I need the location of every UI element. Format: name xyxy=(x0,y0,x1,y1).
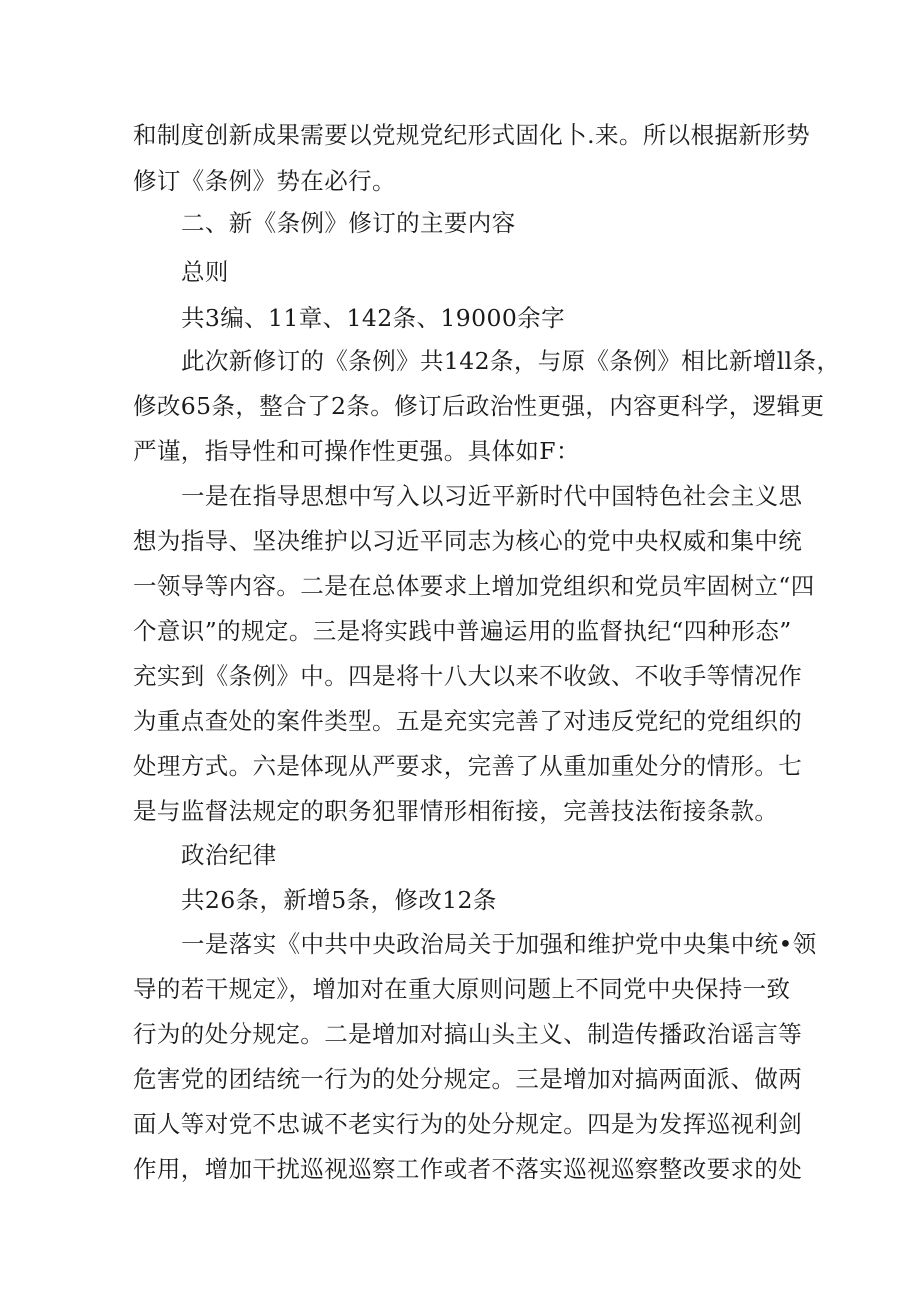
political-paragraph-line: 行为的处分规定。二是增加对搞山头主义、制造传播政治谣言等 xyxy=(133,1020,803,1048)
political-summary: 共26条，新增5条，修改12条 xyxy=(181,886,497,914)
political-paragraph-line: 一是落实《中共中央政治局关于加强和维护党中央集中统•领 xyxy=(181,930,817,958)
political-heading: 政治纪律 xyxy=(181,841,277,869)
intro-line-1: 和制度创新成果需要以党规党纪形式固化卜.来。所以根据新形势 xyxy=(133,121,811,149)
general-paragraph-line: 此次新修订的《条例》共142条，与原《条例》相比新增ll条， xyxy=(181,347,841,375)
general-summary: 共3编、11章、142条、19000余字 xyxy=(181,304,565,332)
section-heading: 二、新《条例》修订的主要内容 xyxy=(181,209,516,237)
general-points-line: 处理方式。六是体现从严要求，完善了从重加重处分的情形。七 xyxy=(133,752,803,780)
political-paragraph-line: 危害党的团结统一行为的处分规定。三是增加对搞两面派、做两 xyxy=(133,1065,803,1093)
political-paragraph-line: 导的若干规定》，增加对在重大原则问题上不同党中央保持一致 xyxy=(133,975,791,1003)
general-paragraph-line: 严谨，指导性和可操作性更强。具体如F： xyxy=(133,437,580,465)
general-heading: 总则 xyxy=(181,258,229,286)
political-paragraph-line: 作用，增加干扰巡视巡察工作或者不落实巡视巡察整改要求的处 xyxy=(133,1155,803,1183)
general-paragraph-line: 修改65条，整合了2条。修订后政治性更强，内容更科学，逻辑更 xyxy=(133,392,825,420)
general-points-line: 想为指导、坚决维护以习近平同志为核心的党中央权威和集中统 xyxy=(133,527,803,555)
political-paragraph-line: 面人等对党不忠诚不老实行为的处分规定。四是为发挥巡视利剑 xyxy=(133,1110,803,1138)
general-points-line: 一是在指导思想中写入以习近平新时代中国特色社会主义思 xyxy=(181,482,803,510)
general-points-line: 充实到《条例》中。四是将十八大以来不收敛、不收手等情况作 xyxy=(133,662,803,690)
general-points-line: 是与监督法规定的职务犯罪情形相衔接，完善技法衔接条款。 xyxy=(133,797,779,825)
general-points-line: 个意识”的规定。三是将实践中普遍运用的监督执纪“四种形态” xyxy=(133,617,792,645)
intro-line-2: 修订《条例》势在必行。 xyxy=(133,167,396,195)
general-points-line: 为重点查处的案件类型。五是充实完善了对违反党纪的党组织的 xyxy=(133,707,803,735)
general-points-line: 一领导等内容。二是在总体要求上增加党组织和党员牢固树立“四 xyxy=(133,572,815,600)
